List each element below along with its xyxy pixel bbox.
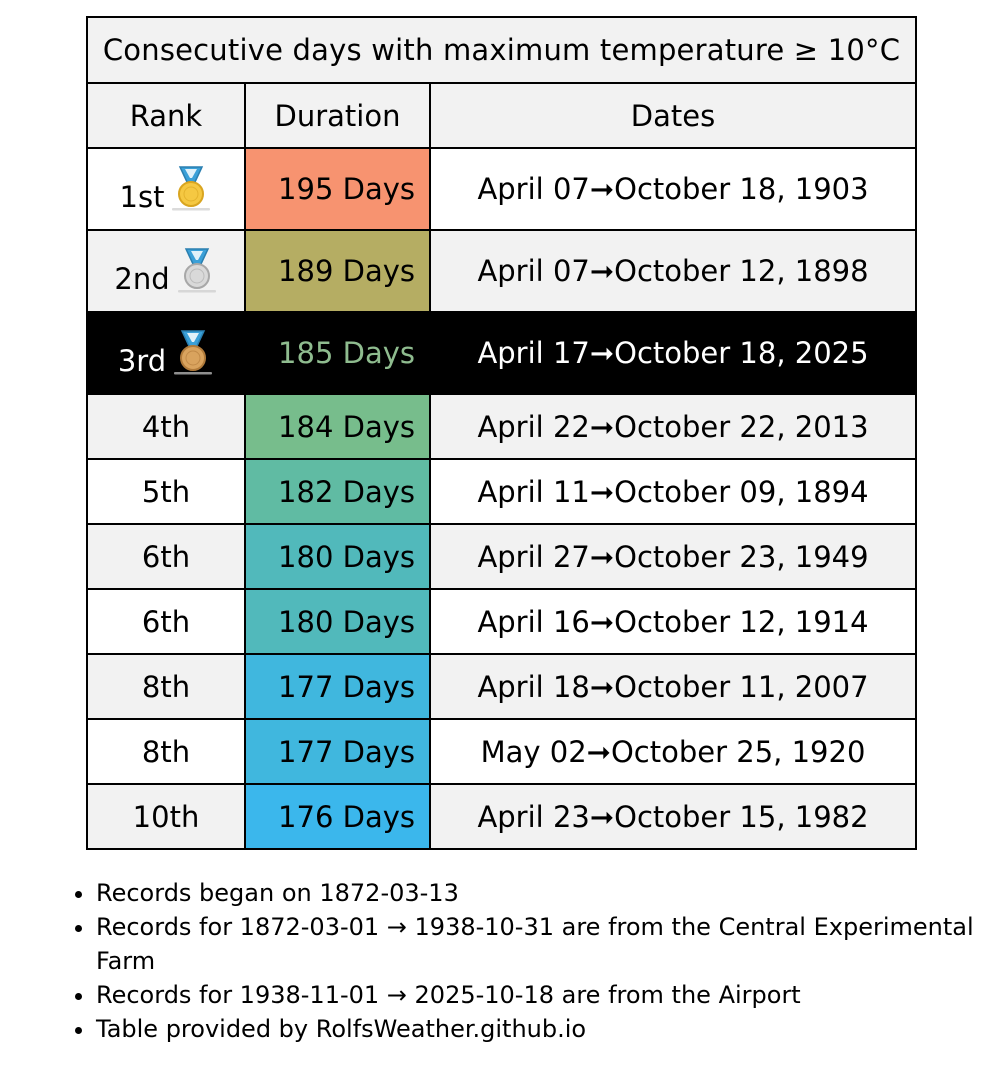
note-item: • Records for 1872-03-01 → 1938-10-31 are from the Central Experimental Farm	[96, 910, 976, 978]
dates-cell: April 11➞October 09, 1894	[430, 459, 916, 524]
dates-cell: April 27➞October 23, 1949	[430, 524, 916, 589]
rank-with-medal	[120, 165, 213, 213]
note-item: • Records began on 1872-03-13	[96, 876, 976, 910]
rank-cell: 5th	[87, 459, 245, 524]
table-row	[87, 394, 916, 459]
rank-cell: 6th	[87, 524, 245, 589]
duration-cell: 177 Days	[245, 719, 430, 784]
table-row	[87, 784, 916, 849]
rank-cell: 10th	[87, 784, 245, 849]
dates-header: Dates	[430, 83, 916, 148]
duration-cell: 185 Days	[245, 312, 430, 394]
rank-header: Rank	[87, 83, 245, 148]
dates-cell: April 07➞October 12, 1898	[430, 230, 916, 312]
rank-with-medal	[114, 247, 217, 295]
duration-cell: 177 Days	[245, 654, 430, 719]
duration-cell: 184 Days	[245, 394, 430, 459]
gold-medal-icon	[170, 165, 212, 213]
dates-cell: April 22➞October 22, 2013	[430, 394, 916, 459]
rank-cell	[87, 148, 245, 230]
records-table	[86, 16, 917, 850]
rank-cell	[87, 312, 245, 394]
duration-cell: 180 Days	[245, 589, 430, 654]
duration-cell: 195 Days	[245, 148, 430, 230]
title-row	[87, 17, 916, 83]
dates-cell: April 23➞October 15, 1982	[430, 784, 916, 849]
rank-cell: 4th	[87, 394, 245, 459]
notes-list	[70, 876, 976, 1046]
header-row	[87, 83, 916, 148]
rank-cell	[87, 230, 245, 312]
duration-cell: 180 Days	[245, 524, 430, 589]
table-row	[87, 719, 916, 784]
table-row	[87, 312, 916, 394]
dates-cell: April 17➞October 18, 2025	[430, 312, 916, 394]
rank-label: 3rd	[117, 344, 167, 378]
dates-cell: April 16➞October 12, 1914	[430, 589, 916, 654]
table-row	[87, 524, 916, 589]
duration-cell: 182 Days	[245, 459, 430, 524]
duration-cell: 189 Days	[245, 230, 430, 312]
table-row	[87, 459, 916, 524]
rank-with-medal	[118, 329, 214, 377]
dates-cell: May 02➞October 25, 1920	[430, 719, 916, 784]
duration-cell: 176 Days	[245, 784, 430, 849]
note-item: • Records for 1938-11-01 → 2025-10-18 are from the Airport	[96, 978, 976, 1012]
rank-label: 2nd	[114, 262, 170, 296]
table-title: Consecutive days with maximum temperature ≥ 10°C	[87, 17, 916, 83]
table-row	[87, 148, 916, 230]
rank-cell: 8th	[87, 719, 245, 784]
table-row	[87, 654, 916, 719]
dates-cell: April 07➞October 18, 1903	[430, 148, 916, 230]
silver-medal-icon	[176, 247, 218, 295]
table-body	[87, 148, 916, 849]
rank-cell: 8th	[87, 654, 245, 719]
table-row	[87, 230, 916, 312]
duration-header: Duration	[245, 83, 430, 148]
rank-cell: 6th	[87, 589, 245, 654]
table-row	[87, 589, 916, 654]
dates-cell: April 18➞October 11, 2007	[430, 654, 916, 719]
bronze-medal-icon	[172, 329, 214, 377]
rank-label: 1st	[119, 180, 165, 214]
note-item: • Table provided by RolfsWeather.github.io	[96, 1012, 976, 1046]
